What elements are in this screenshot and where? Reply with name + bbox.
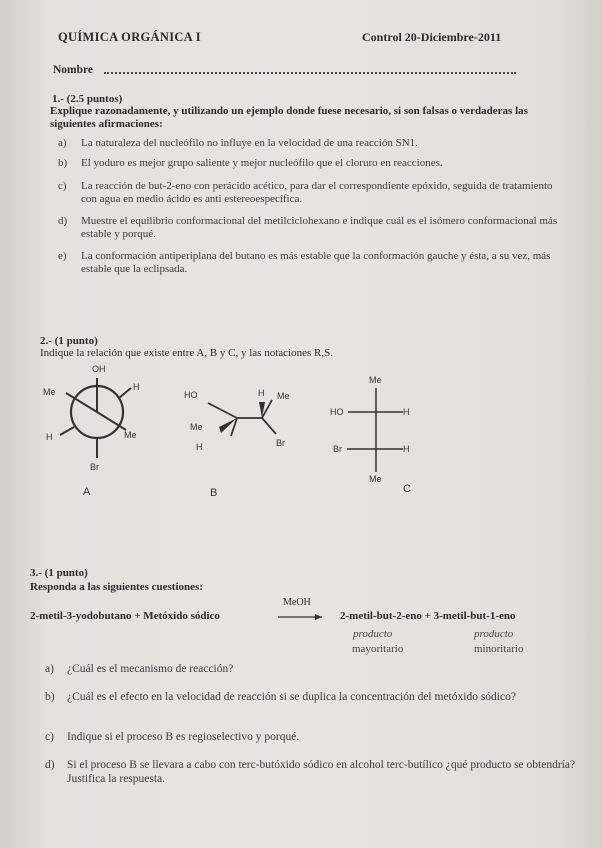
q1-item-text: El yoduro es mejor grupo saliente y mejor nucleófilo que el cloruro en reacciones. xyxy=(81,157,443,169)
atom-label: H xyxy=(46,432,53,442)
atom-label: Me xyxy=(369,375,382,385)
q3-item-label: b) xyxy=(45,691,55,703)
exam-date: Control 20-Diciembre-2011 xyxy=(362,30,502,44)
atom-label: Me xyxy=(43,387,56,397)
q3-item-label: d) xyxy=(45,759,55,771)
atom-label: Me xyxy=(369,474,382,484)
structure-caption: B xyxy=(210,487,218,499)
q1-item-text: La naturaleza del nucleófilo no influye en la velocidad de una reacción SN1. xyxy=(81,137,418,149)
atom-label: H xyxy=(133,382,140,392)
bond-back-upper-right xyxy=(119,388,131,398)
q1-item-text: Muestre el equilibrio conformacional del metilciclohexano e indique cuál es el isómero conformacional más estable y porqué. xyxy=(81,215,558,240)
q3-heading: 3.- (1 punto) xyxy=(30,567,88,579)
atom-label: HO xyxy=(184,390,198,400)
atom-label: Me xyxy=(277,391,290,401)
atom-label: Me xyxy=(124,430,137,440)
minor-label-2: minoritario xyxy=(474,643,524,655)
name-label: Nombre xyxy=(53,64,94,76)
q1-heading: 1.- (2.5 puntos) xyxy=(52,93,123,105)
q3-item-text: ¿Cuál es el mecanismo de reacción? xyxy=(67,663,234,675)
atom-label: Br xyxy=(276,438,285,448)
course-title: QUÍMICA ORGÁNICA I xyxy=(58,30,201,44)
atom-label: HO xyxy=(330,407,344,417)
molecule-b xyxy=(184,388,290,499)
q3-item-label: c) xyxy=(45,731,54,743)
q2-text: Indique la relación que existe entre A, B y C, y las notaciones R,S. xyxy=(40,347,333,359)
bond-br xyxy=(262,418,276,434)
q1-item-text: La conformación antiperiplana del butano es más estable que la conformación gauche y ésta, a su vez, más estable que la eclipsada. xyxy=(81,250,551,275)
q1-item-label: d) xyxy=(58,215,68,227)
reaction-condition: MeOH xyxy=(283,597,311,608)
atom-label: H xyxy=(403,444,410,454)
atom-label: Me xyxy=(190,422,203,432)
structure-caption: C xyxy=(403,483,411,495)
q1-item-label: e) xyxy=(58,250,67,262)
products: 2-metil-but-2-eno + 3-metil-but-1-eno xyxy=(340,610,516,622)
major-label: producto xyxy=(353,628,393,640)
molecule-c xyxy=(330,375,411,495)
q2-heading: 2.- (1 punto) xyxy=(40,335,98,347)
q1-intro: Explique razonadamente, y utilizando un ejemplo donde fuese necesario, si son falsas o verdaderas las siguientes afirmaciones: xyxy=(50,105,528,130)
reactants: 2-metil-3-yodobutano + Metóxido sódico xyxy=(30,610,220,622)
atom-label: H xyxy=(196,442,203,452)
atom-label: Br xyxy=(90,462,99,472)
q3-item-text: ¿Cuál es el efecto en la velocidad de reacción si se duplica la concentración del metóxido sódico? xyxy=(67,691,516,703)
q1-item-label: b) xyxy=(58,157,68,169)
q1-item-label: a) xyxy=(58,137,67,149)
q1-item-text: La reacción de but-2-eno con perácido acético, para dar el correspondiente epóxido, seguida de tratamiento con agua en medio ácido es anti estereoespecífica. xyxy=(81,180,553,205)
q3-item-text: Indique si el proceso B es regioselectivo y porqué. xyxy=(67,731,300,743)
atom-label: OH xyxy=(92,364,106,374)
arrow-head xyxy=(315,614,322,620)
structure-caption: A xyxy=(83,486,91,498)
bond-back-lower-left xyxy=(60,427,74,435)
atom-label: H xyxy=(403,407,410,417)
atom-label: H xyxy=(258,388,265,398)
q3-item-label: a) xyxy=(45,663,54,675)
atom-label: Br xyxy=(333,444,342,454)
q3-item-text: Si el proceso B se llevara a cabo con terc-butóxido sódico en alcohol terc-butílico ¿qué producto se obtendría? Justifica la respuesta. xyxy=(67,759,576,785)
minor-label: producto xyxy=(474,628,514,640)
q1-item-label: c) xyxy=(58,180,67,192)
bond-ho xyxy=(208,403,237,418)
major-label-2: mayoritario xyxy=(352,643,404,655)
molecule-a xyxy=(43,364,140,498)
q3-subheading: Responda a las siguientes cuestiones: xyxy=(30,581,203,593)
